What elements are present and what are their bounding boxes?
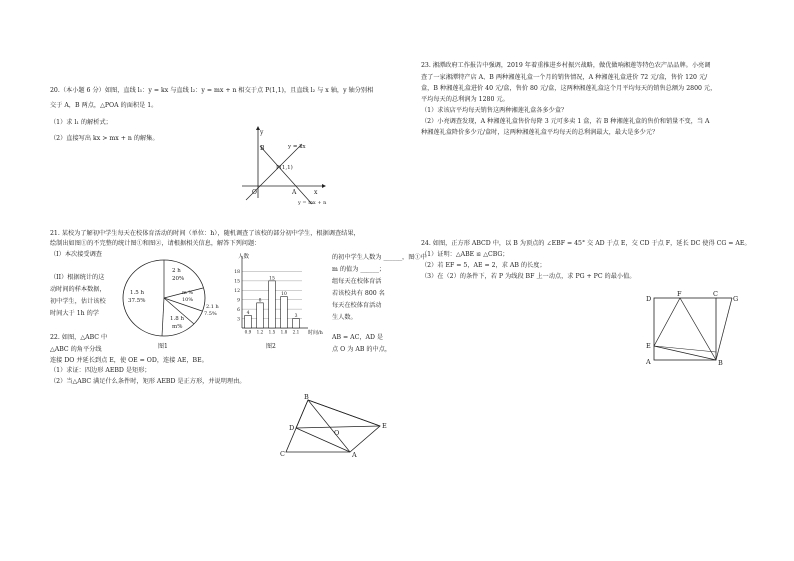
q20-fig-y: y [260,129,264,136]
q24-figure [644,290,744,370]
q20-fig-l1: y = kx [288,144,306,150]
q24-fig-b: B [718,359,723,367]
q21-pie-s3: 2.1 h [206,304,219,310]
q24-sub1: （1）证明：△ABE ≌ △CBG； [421,251,509,258]
q20-fig-p: P(1,1) [276,165,293,171]
q24-fig-e: E [646,342,651,350]
q21-right-3: 组每天在校体育活 [332,278,382,285]
q21-bar-xlabel: 时间/h [308,330,323,336]
q23-sub2b: 种湘莲礼盒降价多少元/盒时，这两种湘莲礼盒平均每天的总利润最大，最大是多少元？ [421,129,659,136]
q23-stem-line2: 查了一家湘潭特产店 A、B 两种湘莲礼盒一个月的销售情况，A 种湘莲礼盒进价 72 元/盒，售价 120 元/ [421,74,708,81]
q20-fig-b: B [260,145,265,152]
q22-fig-d: D [289,424,295,432]
q23-stem-line4: 平均每天的总利润为 1280 元。 [421,96,509,103]
q24-fig-g: G [733,295,739,303]
q22-figure [278,392,388,462]
q21-pie-s4: 1.8 h [170,316,185,322]
q20-sub2: （2）直接写出 kx > mx + n 的解集。 [50,135,159,142]
q20-fig-l2: y = mx + n [298,200,327,206]
q21-stem-line2: 绘制出如图①的不完整的统计图①和图②，请根据相关信息，解答下列问题： [50,240,261,247]
q21-right-2: m 的值为 ______； [332,266,386,273]
q21-sub1: （I）本次接受调查 [50,251,102,258]
q23-sub2: （2）小亮调查发现，A 种湘莲礼盒售价每降 3 元可多卖 1 盒，若 B 种湘莲礼盒的售价和销量不变，当 A [421,118,710,125]
q24-sub2: （2）若 EF = 5，AE = 2，求 AB 的长度； [421,262,546,269]
bar-ytick-label: 6 [237,307,240,313]
q22-sub1: （1）求证：四边形 AEBD 是矩形； [50,367,151,374]
q21-pie-s5p: 37.5% [128,298,146,304]
bar-xtick-label: 1.5 [268,329,276,335]
bar [269,281,276,328]
q22-fig-c: C [280,450,285,458]
q22-stem-line1: 22. 如图，△ABC 中 [50,334,108,341]
bar-value-label: 4 [246,310,250,316]
q21-sub3: （II）根据统计的这 [50,274,105,281]
q21-pie-s3p: 7.5% [204,311,217,317]
q20-figure [236,126,326,206]
q22-stem-line2: △ABC 的角平分线 [50,346,102,353]
bar [257,303,264,328]
q20-sub1: （1）求 l₁ 的解析式； [50,119,112,126]
q20-fig-o: O [252,189,257,196]
bar-xtick-label: 2.1 [292,329,300,335]
bar-ytick-label: 9 [237,298,240,304]
bar-value-label: 10 [281,292,287,298]
q22-stem-line2b: 点 O 为 AB 的中点， [332,346,392,353]
q21-pie-s1: 2 h [172,268,181,274]
q21-pie-s2: m % [182,290,194,296]
bar [245,315,252,328]
q21-pie-s4p: m% [172,324,183,330]
q24-sub3: （3）在（2）的条件下，若 P 为线段 BF 上一动点，求 PG + PC 的最小值。 [421,273,636,280]
q23-stem-line3: 盒，B 种湘莲礼盒进价 40 元/盒，售价 80 元/盒，这两种湘莲礼盒这个月平均每天的销售总额为 2800 元， [421,85,717,92]
q24-stem-line1: 24. 如图，正方形 ABCD 中，以 B 为顶点的 ∠EBF = 45° 交 AD 于点 E，交 CD 于点 F，延长 DC 使得 CG = AE。 [421,240,751,247]
q21-right-1: 的初中学生人数为 ______，图①中 [332,254,427,261]
q23-sub1: （1）求该店平均每天销售这两种湘莲礼盒各多少盒？ [421,107,568,114]
q21-bar-chart [228,252,328,352]
bar [293,319,300,328]
bar-value-label: 15 [269,276,275,282]
q24-fig-c: C [713,290,718,298]
bar-ytick-label: 18 [234,270,240,276]
q22-fig-o: O [334,429,340,437]
bar-ytick-label: 12 [234,289,240,295]
bar-value-label: 8 [258,298,262,304]
q21-pie-chart [118,258,218,350]
bar-ytick-label: 15 [234,279,240,285]
q20-stem-line1: 20.（本小题 6 分）如图，直线 l₁：y = kx 与直线 l₂：y = mx + n 相交于点 P(1,1)，且直线 l₂ 与 x 轴，y 轴分别相 [50,87,374,94]
bar-xtick-label: 1.2 [256,329,264,335]
q20-fig-a: A [292,189,297,196]
q21-right-4: 若该校共有 800 名 [332,290,385,297]
q22-fig-e: E [382,422,387,430]
q22-stem-line1b: AB = AC，AD 是 [332,334,384,341]
q21-pie-s2p: 10% [182,297,194,303]
q21-pie-caption: 图1 [158,343,168,350]
q21-bar-ylabel: 人数 [238,254,250,260]
q22-sub2: （2）当△ABC 满足什么条件时，矩形 AEBD 是正方形，并说明理由。 [50,378,246,385]
q21-bar-caption: 图2 [266,343,276,350]
q21-stem-line1: 21. 某校为了解初中学生每天在校体育活动的时间（单位：h），随机调查了该校的部分初中学生，根据调查结果， [50,230,360,237]
q21-sub6: 时间大于 1h 的学 [50,310,99,317]
q23-stem-line1: 23. 湘潭政府工作报告中强调，2019 年着重推进乡村振兴战略，做优做响湘莲等特色农产品品牌。小亮调 [421,62,711,69]
bar-value-label: 3 [294,314,298,320]
bar-xtick-label: 1.8 [280,329,288,335]
q22-stem-line3: 连接 DO 并延长到点 E，使 OE = OD，连接 AE，BE。 [50,357,208,364]
q24-fig-a: A [646,358,651,366]
q22-fig-a: A [352,451,357,459]
bar-ytick-label: 3 [237,317,240,323]
q21-sub4: 动时间的样本数据， [50,286,106,293]
q21-pie-s1p: 20% [172,276,185,282]
q22-fig-b: B [304,393,309,401]
q24-fig-d: D [646,295,652,303]
q20-fig-x: x [314,189,318,196]
bar-xtick-label: 0.9 [244,329,252,335]
bar [281,297,288,328]
q21-right-5: 每天在校体育活动 [332,302,382,309]
q20-stem-line2: 交于 A，B 两点，△POA 的面积是 1。 [50,102,158,109]
q21-right-6: 生人数。 [332,314,357,321]
q21-pie-s5: 1.5 h [130,290,145,296]
q24-fig-f: F [677,290,682,298]
q21-sub5: 初中学生，估计该校 [50,298,106,305]
